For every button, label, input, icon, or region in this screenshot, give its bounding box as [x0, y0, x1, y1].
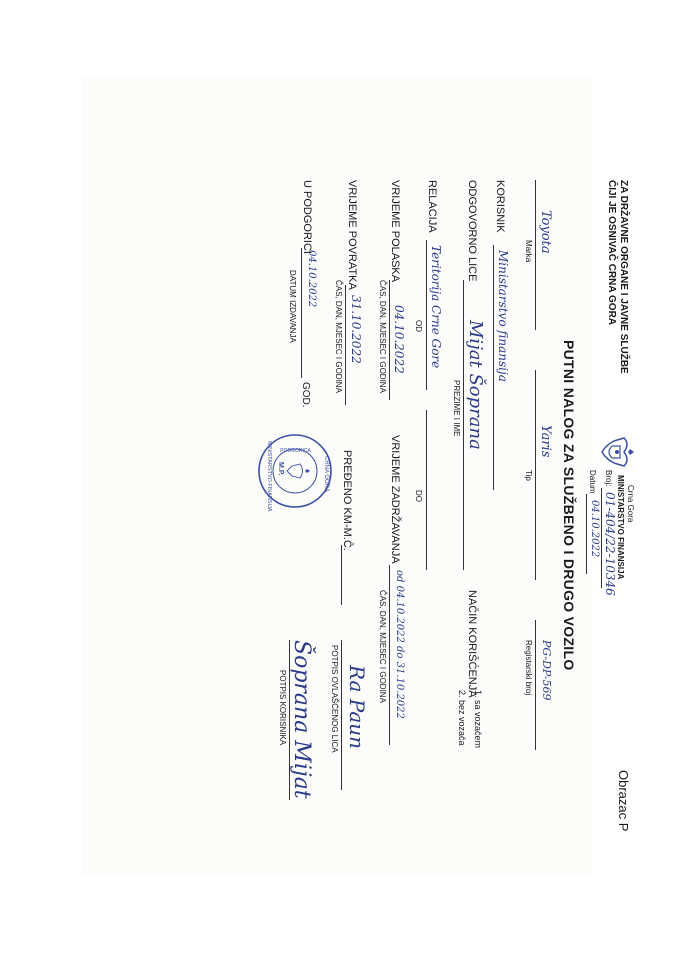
- od-label: OD: [414, 320, 423, 332]
- korisnik-label: KORISNIK: [494, 180, 506, 233]
- header-country: Crna Gora: [626, 485, 635, 523]
- povratka-value: 31.10.2022: [349, 295, 363, 364]
- potpis-ovlascenog-label: POTPIS OVLAŠĆENOG LICA: [330, 645, 339, 753]
- relacija-do-line: [426, 410, 427, 570]
- relacija-value: Teritorija Crne Gore: [429, 245, 443, 369]
- nacin-label: NAČIN KORIŠĆENJA: [466, 590, 478, 698]
- relacija-od-line: [426, 240, 427, 390]
- reg-label: Registarski broj: [524, 640, 533, 696]
- marka-value: Toyota: [538, 210, 553, 254]
- podgorica-label: U PODGORICI: [301, 180, 313, 254]
- povratka-label: VRIJEME POVRATKA: [346, 180, 358, 290]
- rotated-form: [202, 170, 642, 870]
- tip-line: [535, 370, 536, 580]
- povratka-cas-label: ČAS, DAN, MJESEC I GODINA: [334, 280, 343, 393]
- date-label: Datum: [588, 470, 597, 494]
- reg-value: PG-DP-569: [540, 640, 553, 701]
- header-ministry: MINISTARSTVO FINANSIJA: [616, 475, 625, 580]
- potpis-korisnika-line: [289, 640, 290, 800]
- header-left-line2: ČIJI JE OSNIVAČ CRNA GORA: [606, 180, 617, 326]
- signature-korisnik: Šoprana Mijat: [289, 640, 314, 799]
- povratka-line: [345, 285, 346, 405]
- polaska-value: 04.10.2022: [392, 305, 406, 374]
- korisnik-line: [493, 245, 494, 490]
- odgovorno-label: ODGOVORNO LICE: [466, 180, 478, 282]
- do-label: DO: [414, 490, 423, 502]
- broj-value: 01-404/22-10346: [603, 492, 617, 596]
- potpis-ovlasceno-line: [341, 640, 342, 790]
- predeno-label: PREĐENO KM-M.Č.: [341, 450, 353, 551]
- podgorica-value: 04.10.2022: [306, 250, 317, 308]
- coat-of-arms-icon: [598, 432, 638, 472]
- potpis-korisnika-label: POTPIS KORISNIKA: [278, 670, 287, 746]
- stamp-ring: MINISTARSTVO FINANSIJA: [266, 441, 272, 512]
- polaska-cas-label: ČAS, DAN, MJESEC I GODINA: [378, 280, 387, 393]
- reg-line: [535, 620, 536, 750]
- zadrzavanja-label: VRIJEME ZADRŽAVANJA: [389, 435, 401, 564]
- odgovorno-line: [463, 280, 464, 570]
- form-code: Obrazac P: [616, 770, 631, 832]
- odgovorno-value: Mijat Šoprana: [465, 320, 486, 450]
- predeno-line: [341, 545, 342, 605]
- form-sheet: [82, 75, 635, 875]
- page-title: PUTNI NALOG ZA SLUŽBENO I DRUGO VOZILO: [561, 340, 577, 671]
- official-stamp: [256, 432, 334, 510]
- nacin-option-2: 2. bez vozača: [457, 690, 467, 746]
- stamp-center: M.P.: [277, 462, 284, 476]
- zadrzavanja-line: [389, 565, 390, 745]
- korisnik-value: Ministarstvo finansija: [496, 250, 510, 382]
- polaska-line: [389, 280, 390, 400]
- nacin-option-1: 1. sa vozačem: [473, 690, 483, 749]
- relacija-label: RELACIJA: [426, 180, 438, 233]
- date-value: 04.10.2022: [589, 500, 600, 558]
- broj-label: Broj:: [604, 470, 613, 487]
- podgorica-line: [301, 248, 302, 378]
- polaska-label: VRIJEME POLASKA: [389, 180, 401, 283]
- prezime-label: PREZIME I IME: [452, 380, 461, 437]
- stamp-city: PODGORICA: [280, 447, 311, 454]
- marka-line: [535, 180, 536, 330]
- signature-ovlasceno: Ra Paun: [345, 665, 369, 750]
- zadrzavanja-cas-label: ČAS, DAN, MJESEC I GODINA: [378, 590, 387, 703]
- god-label: GOD.: [300, 382, 311, 408]
- marka-label: Marka: [524, 240, 533, 263]
- stamp-outer-top: CRNA GORA: [323, 456, 329, 493]
- tip-label: Tip: [524, 470, 533, 481]
- header-left-line1: ZA DRŽAVNE ORGANE I JAVNE SLUŽBE: [618, 180, 629, 374]
- zadrzavanja-value: od 04.10.2022 do 31.10.2022: [394, 570, 405, 719]
- tip-value: Yaris: [538, 425, 553, 458]
- broj-line: [601, 488, 602, 588]
- date-line: [586, 494, 587, 574]
- datum-izdavanja-label: DATUM IZDAVANJA: [288, 270, 297, 343]
